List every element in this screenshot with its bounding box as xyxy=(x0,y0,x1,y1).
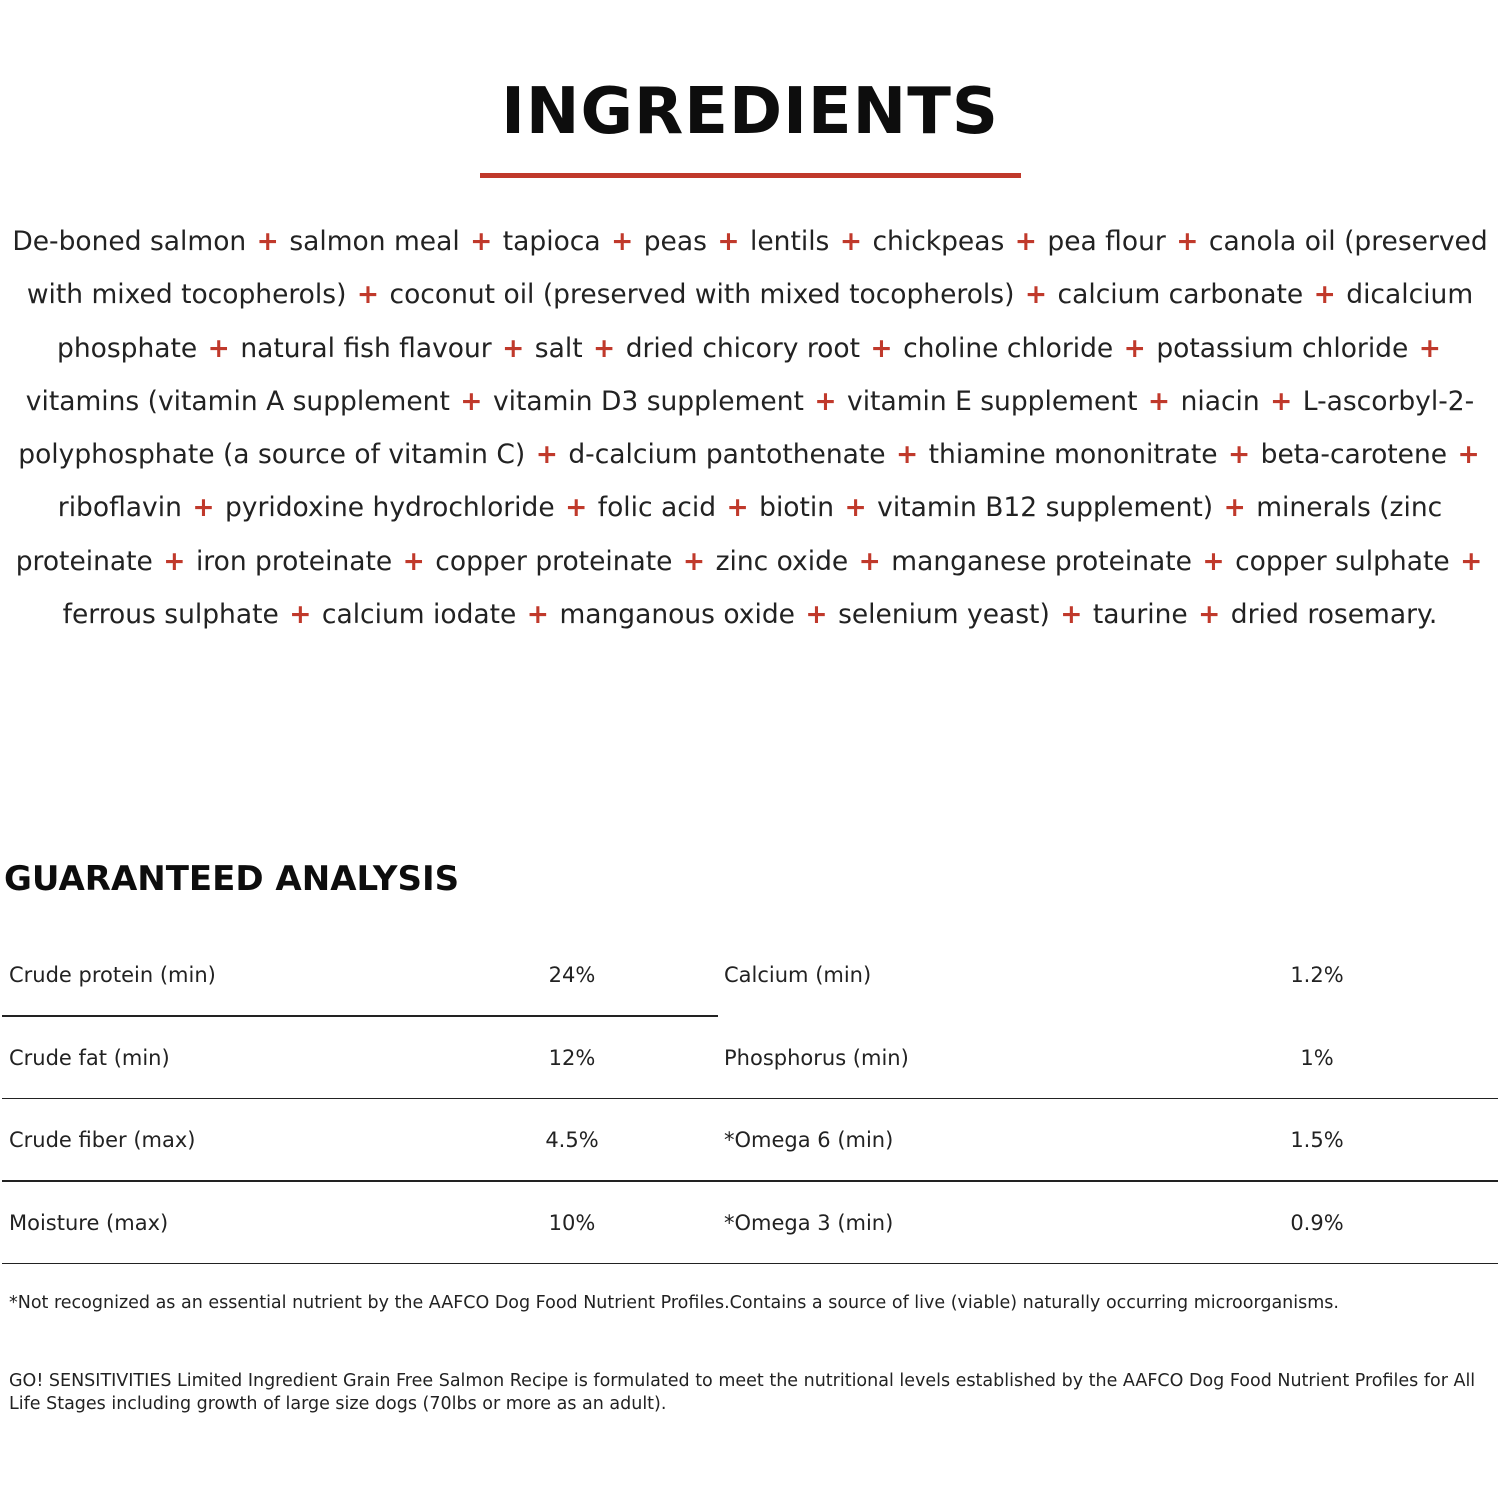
ingredient-item: taurine xyxy=(1092,599,1188,631)
ingredient-item: zinc oxide xyxy=(715,545,849,577)
plus-separator: + xyxy=(1270,385,1293,417)
table-row xyxy=(2,1017,1498,1100)
nutrient-value: 24% xyxy=(548,963,596,987)
nutrient-value: 10% xyxy=(548,1210,596,1235)
nutrient-value: 0.9% xyxy=(1290,1210,1344,1235)
ingredient-item: choline chloride xyxy=(903,332,1114,364)
plus-separator: + xyxy=(256,226,279,257)
plus-separator: + xyxy=(1457,439,1480,471)
ingredient-item: dicalcium phosphate xyxy=(57,279,1474,364)
nutrient-label: Moisture (max) xyxy=(9,1210,169,1235)
plus-separator: + xyxy=(192,492,215,524)
plus-separator: + xyxy=(895,439,919,471)
ingredient-item: minerals (zinc proteinate xyxy=(15,492,1443,577)
ingredient-item: coconut oil (preserved with mixed tocopherols) xyxy=(389,279,1015,311)
ingredient-item: copper proteinate xyxy=(435,545,673,577)
plus-separator: + xyxy=(870,332,893,364)
plus-separator: + xyxy=(805,599,828,631)
nutrient-label: Calcium (min) xyxy=(724,963,872,987)
nutrient-label: Crude protein (min) xyxy=(9,963,216,987)
plus-separator: + xyxy=(535,439,558,471)
ingredients-list xyxy=(0,215,1500,641)
ingredient-item: niacin xyxy=(1180,385,1260,417)
plus-separator: + xyxy=(682,545,706,577)
ingredient-item: vitamin E supplement xyxy=(847,385,1138,417)
guaranteed-analysis-title: GUARANTEED ANALYSIS xyxy=(4,859,460,899)
ingredients-title: INGREDIENTS xyxy=(501,75,999,149)
guaranteed-analysis-table xyxy=(2,934,1498,1264)
plus-separator: + xyxy=(1176,226,1199,257)
ingredient-item: ferrous sulphate xyxy=(62,599,279,631)
footnote: *Not recognized as an essential nutrient by the AAFCO Dog Food Nutrient Profiles.Contains a source of live (viable) naturally occurring microorganisms. xyxy=(9,1293,1339,1313)
ingredient-item: pea flour xyxy=(1047,226,1166,257)
ingredient-item: selenium yeast) xyxy=(838,599,1050,631)
plus-separator: + xyxy=(163,545,186,577)
nutrient-label: *Omega 3 (min) xyxy=(724,1210,894,1235)
ingredient-item: tapioca xyxy=(502,226,601,257)
nutrient-value: 1.5% xyxy=(1290,1128,1344,1152)
ingredient-item: thiamine mononitrate xyxy=(928,439,1218,471)
ingredient-item: copper sulphate xyxy=(1235,545,1450,577)
plus-separator: + xyxy=(1024,279,1048,311)
plus-separator: + xyxy=(565,492,588,524)
ingredient-item: canola oil (preserved with mixed tocopherols) xyxy=(26,226,1488,311)
ingredient-item: riboflavin xyxy=(57,492,182,524)
ingredient-item: potassium chloride xyxy=(1156,332,1409,364)
ingredient-item: pyridoxine hydrochloride xyxy=(224,492,555,524)
plus-separator: + xyxy=(1060,599,1083,631)
plus-separator: + xyxy=(502,332,525,364)
nutrient-value: 4.5% xyxy=(545,1128,599,1152)
plus-separator: + xyxy=(402,545,425,577)
plus-separator: + xyxy=(593,332,616,364)
plus-separator: + xyxy=(1227,439,1251,471)
ingredient-item: natural fish flavour xyxy=(240,332,492,364)
ingredient-item: calcium iodate xyxy=(321,599,517,631)
plus-separator: + xyxy=(1460,545,1483,577)
ingredient-item: calcium carbonate xyxy=(1057,279,1304,311)
ingredient-item: peas xyxy=(643,226,707,257)
nutrient-value: 1.2% xyxy=(1290,963,1344,987)
plus-separator: + xyxy=(1223,492,1246,524)
ingredient-item: vitamins (vitamin A supplement xyxy=(25,385,450,417)
plus-separator: + xyxy=(1313,279,1336,311)
nutrient-label: Phosphorus (min) xyxy=(724,1045,909,1070)
plus-separator: + xyxy=(207,332,230,364)
plus-separator: + xyxy=(1014,226,1037,257)
ingredient-item: salmon meal xyxy=(289,226,460,257)
plus-separator: + xyxy=(1198,599,1221,631)
ingredient-item: manganese proteinate xyxy=(891,545,1192,577)
ingredient-item: De-boned salmon xyxy=(12,226,247,257)
plus-separator: + xyxy=(1202,545,1225,577)
ingredient-item: salt xyxy=(534,332,583,364)
nutrient-label: Crude fiber (max) xyxy=(9,1128,196,1152)
plus-separator: + xyxy=(717,226,740,257)
ingredient-item: chickpeas xyxy=(872,226,1005,257)
ingredient-item: beta-carotene xyxy=(1260,439,1448,471)
plus-separator: + xyxy=(1123,332,1146,364)
plus-separator: + xyxy=(1147,385,1171,417)
nutrient-value: 12% xyxy=(548,1045,596,1070)
ingredient-item: L-ascorbyl-2-polyphosphate (a source of vitamin C) xyxy=(18,385,1475,471)
nutrient-label: *Omega 6 (min) xyxy=(724,1128,894,1152)
plus-separator: + xyxy=(460,385,483,417)
plus-separator: + xyxy=(470,226,493,257)
table-row xyxy=(2,1099,1498,1182)
ingredient-item: biotin xyxy=(759,492,835,524)
plus-separator: + xyxy=(814,385,837,417)
nutrient-value: 1% xyxy=(1300,1045,1334,1070)
plus-separator: + xyxy=(1418,332,1441,364)
ingredient-item: dried rosemary. xyxy=(1230,599,1438,631)
plus-separator: + xyxy=(844,492,867,524)
title-underline xyxy=(480,173,1021,178)
ingredient-item: iron proteinate xyxy=(195,545,393,577)
ingredient-item: vitamin D3 supplement xyxy=(492,385,804,417)
plus-separator: + xyxy=(611,226,634,257)
ingredient-item: d-calcium pantothenate xyxy=(568,439,886,471)
aafco-statement: GO! SENSITIVITIES Limited Ingredient Grain Free Salmon Recipe is formulated to meet the nutritional levels established by the AAFCO Dog Food Nutrient Profiles for All Life Stages including growth of large size dogs (70lbs or more as an adult). xyxy=(9,1371,1476,1414)
plus-separator: + xyxy=(356,279,380,311)
plus-separator: + xyxy=(526,599,550,631)
plus-separator: + xyxy=(858,545,881,577)
nutrient-label: Crude fat (min) xyxy=(9,1045,170,1070)
ingredient-item: manganous oxide xyxy=(559,599,795,631)
row-divider xyxy=(2,1263,1498,1265)
table-row xyxy=(2,934,1498,1017)
ingredient-item: folic acid xyxy=(597,492,717,524)
ingredient-item: dried chicory root xyxy=(625,332,860,364)
plus-separator: + xyxy=(726,492,749,524)
ingredient-item: lentils xyxy=(749,226,830,257)
plus-separator: + xyxy=(289,599,312,631)
ingredient-item: vitamin B12 supplement) xyxy=(877,492,1214,524)
plus-separator: + xyxy=(839,226,863,257)
table-row xyxy=(2,1182,1498,1265)
